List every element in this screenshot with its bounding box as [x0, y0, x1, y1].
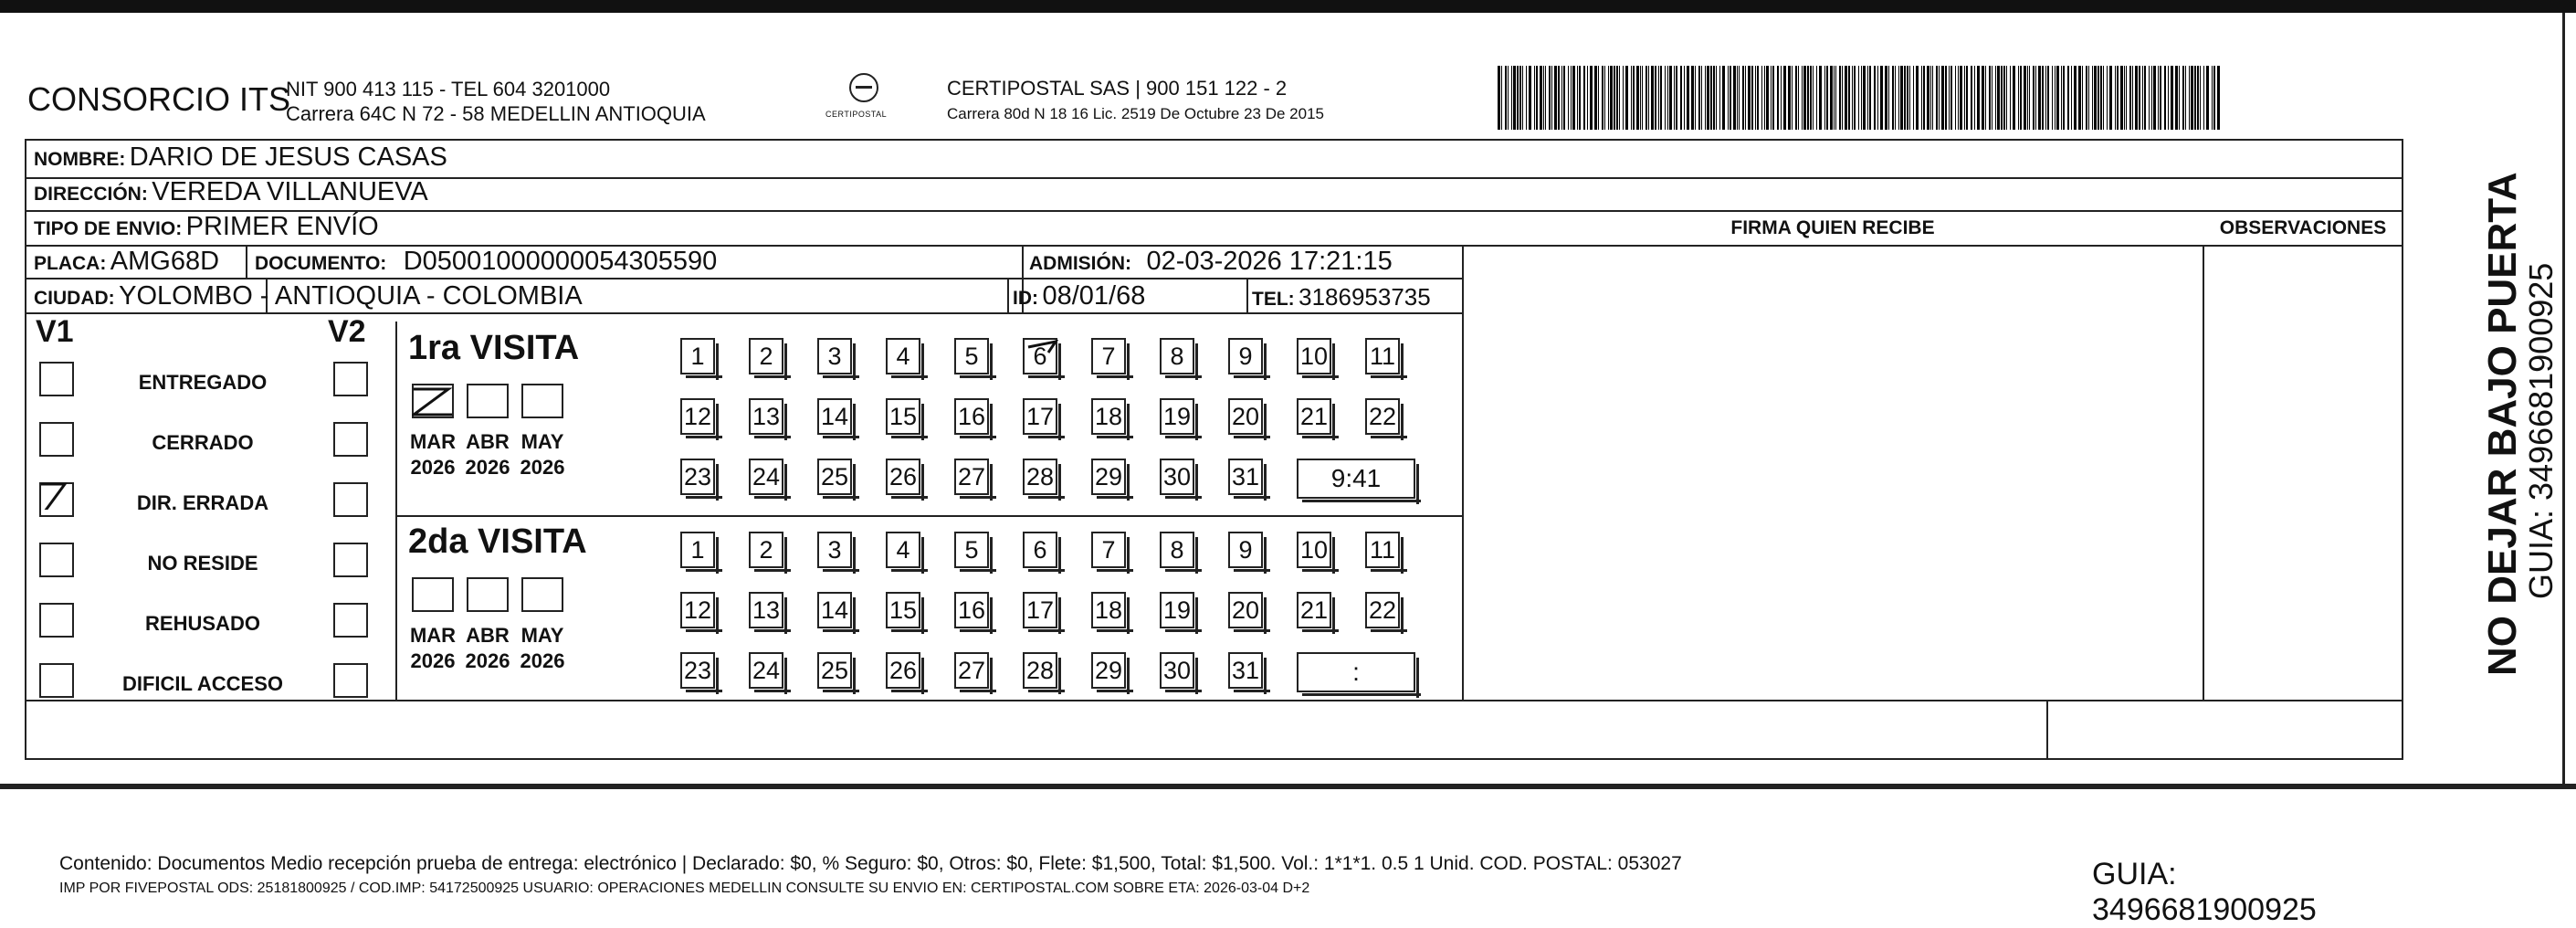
first-visit-day-30[interactable]: 30	[1160, 459, 1194, 495]
second-visit-day-28[interactable]: 28	[1023, 652, 1057, 689]
second-visit-day-22[interactable]: 22	[1365, 592, 1400, 628]
first-visit-day-22[interactable]: 22	[1365, 398, 1400, 435]
second-visit-day-10[interactable]: 10	[1297, 532, 1331, 568]
second-visit-month-box-may[interactable]	[521, 577, 563, 612]
second-visit-day-18[interactable]: 18	[1091, 592, 1126, 628]
first-visit-day-6[interactable]: 6	[1023, 338, 1057, 374]
direccion-value: VEREDA VILLANUEVA	[152, 177, 428, 206]
second-visit-day-5[interactable]: 5	[954, 532, 989, 568]
first-visit-day-16[interactable]: 16	[954, 398, 989, 435]
first-visit-day-1[interactable]: 1	[680, 338, 715, 374]
v2-checkbox-cerrado[interactable]	[333, 422, 368, 457]
second-visit-month-label-mar	[405, 623, 460, 674]
second-visit-day-3[interactable]: 3	[817, 532, 852, 568]
second-visit-day-2[interactable]: 2	[749, 532, 783, 568]
tipo-row	[34, 212, 379, 242]
v1-checkbox-cerrado[interactable]	[39, 422, 74, 457]
top-border	[0, 0, 2576, 13]
first-visit-day-11[interactable]: 11	[1365, 338, 1400, 374]
admision-row	[1029, 247, 1393, 277]
footer-guia: GUIA: 3496681900925	[2092, 857, 2317, 927]
tipo-value: PRIMER ENVÍO	[185, 212, 379, 241]
first-visit-day-8[interactable]: 8	[1160, 338, 1194, 374]
checkmark-icon	[37, 475, 72, 510]
month-year: 2026	[465, 456, 510, 479]
status-label-cerrado: CERRADO	[152, 431, 254, 454]
placa-label: PLACA:	[34, 253, 107, 274]
logo-text: CERTIPOSTAL	[825, 110, 888, 119]
first-visit-day-24[interactable]: 24	[749, 459, 783, 495]
first-visit-day-4[interactable]: 4	[886, 338, 920, 374]
first-visit-day-19[interactable]: 19	[1160, 398, 1194, 435]
bottom-border	[0, 784, 2576, 789]
first-visit-day-29[interactable]: 29	[1091, 459, 1126, 495]
nombre-value: DARIO DE JESUS CASAS	[129, 142, 447, 172]
v1-checkbox-dificil-acceso[interactable]	[39, 663, 74, 698]
second-visit-day-17[interactable]: 17	[1023, 592, 1057, 628]
second-visit-day-12[interactable]: 12	[680, 592, 715, 628]
second-visit-month-label-may	[515, 623, 570, 674]
second-visit-day-4[interactable]: 4	[886, 532, 920, 568]
tel-row	[1252, 283, 1431, 311]
company-name: CONSORCIO ITS	[27, 80, 291, 118]
second-visit-day-11[interactable]: 11	[1365, 532, 1400, 568]
first-visit-title: 1ra VISITA	[408, 329, 580, 367]
status-label-dificil-acceso: DIFICIL ACCESO	[121, 672, 283, 695]
pen-mark-icon	[1025, 340, 1059, 376]
checkmark-icon	[412, 384, 454, 418]
month-year: 2026	[410, 456, 456, 479]
second-visit-day-23[interactable]: 23	[680, 652, 715, 689]
second-visit-title: 2da VISITA	[408, 522, 587, 561]
second-visit-day-15[interactable]: 15	[886, 592, 920, 628]
barcode	[1498, 66, 2224, 130]
id-value: 08/01/68	[1042, 281, 1146, 311]
first-visit-hour-box[interactable]: 9:41	[1297, 459, 1415, 499]
first-visit-day-12[interactable]: 12	[680, 398, 715, 435]
first-visit-day-14[interactable]: 14	[817, 398, 852, 435]
month-name: MAR	[409, 430, 457, 453]
v2-checkbox-entregado[interactable]	[333, 362, 368, 396]
second-visit-day-8[interactable]: 8	[1160, 532, 1194, 568]
documento-label: DOCUMENTO:	[255, 253, 387, 274]
placa-row	[34, 247, 219, 277]
tel-label: TEL:	[1252, 289, 1295, 310]
first-visit-day-26[interactable]: 26	[886, 459, 920, 495]
second-visit-month-box-abr[interactable]	[467, 577, 509, 612]
second-visit-day-16[interactable]: 16	[954, 592, 989, 628]
second-visit-day-21[interactable]: 21	[1297, 592, 1331, 628]
documento-value: D05001000000054305590	[403, 247, 718, 276]
placa-value: AMG68D	[110, 247, 220, 276]
second-visit-day-7[interactable]: 7	[1091, 532, 1126, 568]
side-notice: NO DEJAR BAJO PUERTA	[2480, 172, 2525, 676]
second-visit-day-31[interactable]: 31	[1228, 652, 1263, 689]
first-visit-day-21[interactable]: 21	[1297, 398, 1331, 435]
month-name: MAR	[409, 624, 457, 647]
admision-label: ADMISIÓN:	[1029, 253, 1131, 274]
certipostal-logo	[822, 71, 904, 128]
second-visit-day-20[interactable]: 20	[1228, 592, 1263, 628]
id-row	[1013, 281, 1145, 311]
second-visit-month-label-abr	[460, 623, 515, 674]
first-visit-day-7[interactable]: 7	[1091, 338, 1126, 374]
second-visit-day-26[interactable]: 26	[886, 652, 920, 689]
first-visit-month-label-may	[515, 429, 570, 480]
status-label-entregado: ENTREGADO	[138, 371, 268, 394]
status-label-rehusado: REHUSADO	[145, 612, 260, 635]
first-visit-day-2[interactable]: 2	[749, 338, 783, 374]
first-visit-month-label-mar	[405, 429, 460, 480]
first-visit-day-28[interactable]: 28	[1023, 459, 1057, 495]
admision-value: 02-03-2026 17:21:15	[1146, 247, 1393, 276]
v2-checkbox-dificil-acceso[interactable]	[333, 663, 368, 698]
company-address: Carrera 64C N 72 - 58 MEDELLIN ANTIOQUIA	[286, 102, 706, 125]
first-visit-day-3[interactable]: 3	[817, 338, 852, 374]
second-visit-day-19[interactable]: 19	[1160, 592, 1194, 628]
second-visit-day-29[interactable]: 29	[1091, 652, 1126, 689]
month-year: 2026	[520, 456, 565, 479]
month-name: MAY	[520, 430, 564, 453]
first-visit-day-15[interactable]: 15	[886, 398, 920, 435]
first-visit-day-9[interactable]: 9	[1228, 338, 1263, 374]
logo-icon	[849, 73, 878, 102]
documento-row	[255, 247, 717, 277]
v1-header: V1	[36, 314, 74, 349]
first-visit-day-25[interactable]: 25	[817, 459, 852, 495]
side-guia: GUIA: 3496681900925	[2522, 262, 2560, 599]
second-visit-day-6[interactable]: 6	[1023, 532, 1057, 568]
certipostal-nit: CERTIPOSTAL SAS | 900 151 122 - 2	[947, 77, 1288, 100]
first-visit-day-10[interactable]: 10	[1297, 338, 1331, 374]
tipo-label: TIPO DE ENVIO:	[34, 218, 183, 239]
first-visit-day-23[interactable]: 23	[680, 459, 715, 495]
second-visit-day-1[interactable]: 1	[680, 532, 715, 568]
second-visit-day-13[interactable]: 13	[749, 592, 783, 628]
first-visit-day-18[interactable]: 18	[1091, 398, 1126, 435]
company-info	[286, 77, 706, 126]
second-visit-day-9[interactable]: 9	[1228, 532, 1263, 568]
second-visit-month-box-mar[interactable]	[412, 577, 454, 612]
footer-print-line: IMP POR FIVEPOSTAL ODS: 25181800925 / COD.IMP: 54172500925 USUARIO: OPERACIONES MEDELLIN CONSULTE SU ENVIO EN: CERTIPOSTAL.COM SOBRE ETA: 2026-03-04 D+2	[59, 881, 1310, 896]
v1-checkbox-dir-errada[interactable]	[39, 482, 74, 517]
ciudad-row	[34, 281, 583, 311]
v1-checkbox-rehusado[interactable]	[39, 603, 74, 638]
v1-checkbox-no-reside[interactable]	[39, 543, 74, 577]
second-visit-day-30[interactable]: 30	[1160, 652, 1194, 689]
month-year: 2026	[520, 649, 565, 672]
certipostal-address: Carrera 80d N 18 16 Lic. 2519 De Octubre 23 De 2015	[947, 105, 1324, 122]
ciudad-label: CIUDAD:	[34, 288, 115, 309]
second-visit-day-27[interactable]: 27	[954, 652, 989, 689]
first-visit-day-17[interactable]: 17	[1023, 398, 1057, 435]
first-visit-day-27[interactable]: 27	[954, 459, 989, 495]
status-label-no-reside: NO RESIDE	[147, 552, 258, 575]
direccion-row	[34, 177, 428, 207]
month-name: MAY	[520, 624, 564, 647]
form-box	[25, 139, 2403, 927]
second-visit-day-14[interactable]: 14	[817, 592, 852, 628]
month-year: 2026	[410, 649, 456, 672]
first-visit-day-13[interactable]: 13	[749, 398, 783, 435]
first-visit-day-20[interactable]: 20	[1228, 398, 1263, 435]
company-nit: NIT 900 413 115 - TEL 604 3201000	[286, 78, 611, 100]
v2-checkbox-no-reside[interactable]	[333, 543, 368, 577]
second-visit-day-24[interactable]: 24	[749, 652, 783, 689]
tel-value: 3186953735	[1299, 283, 1431, 311]
first-visit-month-box-abr[interactable]	[467, 384, 509, 418]
v1-checkbox-entregado[interactable]	[39, 362, 74, 396]
nombre-label: NOMBRE:	[34, 149, 126, 170]
v2-header: V2	[328, 314, 366, 349]
v2-checkbox-dir-errada[interactable]	[333, 482, 368, 517]
month-name: ABR	[466, 624, 510, 647]
second-visit-hour-box[interactable]: :	[1297, 652, 1415, 692]
footer-content-line: Contenido: Documentos Medio recepción prueba de entrega: electrónico | Declarado: $0, % Seguro: $0, Otros: $0, Flete: $1,500, Total: $1,500. Vol.: 1*1*1. 0.5 1 Unid. COD. POSTAL: 053027	[59, 853, 1682, 874]
right-border	[2562, 13, 2565, 784]
id-label: ID:	[1013, 288, 1038, 309]
first-visit-month-box-mar[interactable]	[412, 384, 454, 418]
first-visit-month-box-may[interactable]	[521, 384, 563, 418]
first-visit-day-5[interactable]: 5	[954, 338, 989, 374]
month-name: ABR	[466, 430, 510, 453]
nombre-row	[34, 142, 447, 173]
status-label-dir-errada: DIR. ERRADA	[136, 491, 269, 514]
second-visit-day-25[interactable]: 25	[817, 652, 852, 689]
ciudad-value: YOLOMBO - ANTIOQUIA - COLOMBIA	[119, 281, 583, 311]
first-visit-day-31[interactable]: 31	[1228, 459, 1263, 495]
direccion-label: DIRECCIÓN:	[34, 184, 148, 205]
first-visit-month-label-abr	[460, 429, 515, 480]
v2-checkbox-rehusado[interactable]	[333, 603, 368, 638]
firma-header: FIRMA QUIEN RECIBE	[1730, 217, 1935, 238]
observaciones-header: OBSERVACIONES	[2219, 217, 2387, 238]
month-year: 2026	[465, 649, 510, 672]
